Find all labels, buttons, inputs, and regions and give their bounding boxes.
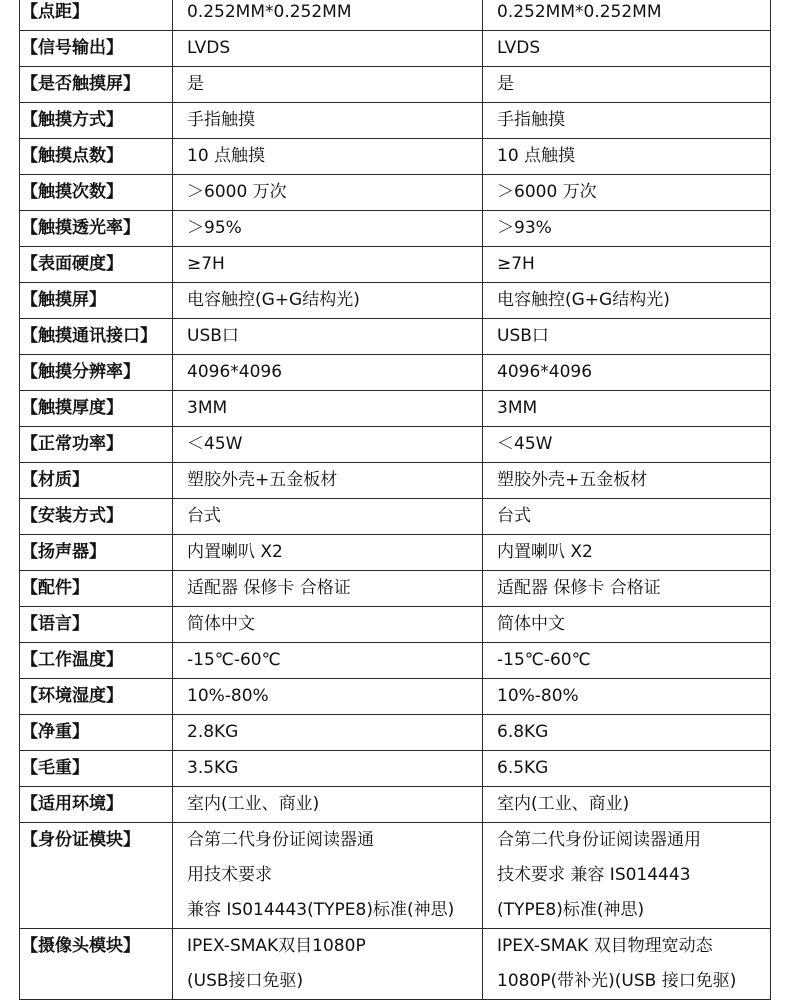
table-row (20, 715, 771, 751)
spec-label-cell: 【安装方式】 (20, 499, 173, 535)
spec-value-cell-model-b: 3MM (483, 391, 771, 427)
table-row (20, 535, 771, 571)
spec-value-cell-model-b: 10 点触摸 (483, 139, 771, 175)
table-row (20, 103, 771, 139)
spec-value-cell-model-a: USB口 (173, 319, 483, 355)
spec-value-cell-model-b: 台式 (483, 499, 771, 535)
table-row (20, 355, 771, 391)
table-row (20, 571, 771, 607)
spec-value-cell-model-b: 简体中文 (483, 607, 771, 643)
spec-value-cell-model-a: ＜45W (173, 427, 483, 463)
spec-label-cell: 【信号输出】 (20, 31, 173, 67)
spec-table (19, 0, 771, 1000)
table-row (20, 283, 771, 319)
spec-value-cell-model-b: 室内(工业、商业) (483, 787, 771, 823)
spec-value-cell-model-a: 3MM (173, 391, 483, 427)
spec-value-cell-model-b: ＞6000 万次 (483, 175, 771, 211)
spec-label-cell: 【语言】 (20, 607, 173, 643)
spec-value-cell-model-a: 室内(工业、商业) (173, 787, 483, 823)
spec-value-cell-model-b: 6.8KG (483, 715, 771, 751)
spec-value-cell-model-b: 10%-80% (483, 679, 771, 715)
table-row (20, 751, 771, 787)
spec-value-cell-model-b: 电容触控(G+G结构光) (483, 283, 771, 319)
table-row (20, 427, 771, 463)
spec-value-cell-model-a: 10 点触摸 (173, 139, 483, 175)
table-row (20, 607, 771, 643)
spec-value-cell-model-b: 塑胶外壳+五金板材 (483, 463, 771, 499)
spec-value-cell-model-b: -15℃-60℃ (483, 643, 771, 679)
spec-label-cell: 【是否触摸屏】 (20, 67, 173, 103)
spec-value-cell-model-b: 手指触摸 (483, 103, 771, 139)
spec-value-cell-model-b: 0.252MM*0.252MM (483, 0, 771, 31)
spec-label-cell: 【身份证模块】 (20, 823, 173, 929)
spec-label-cell: 【触摸厚度】 (20, 391, 173, 427)
spec-label-cell: 【配件】 (20, 571, 173, 607)
spec-label-cell: 【触摸通讯接口】 (20, 319, 173, 355)
spec-value-cell-model-a: 是 (173, 67, 483, 103)
spec-value-cell-model-a: 简体中文 (173, 607, 483, 643)
spec-value-cell-model-b: ＞93% (483, 211, 771, 247)
spec-label-cell: 【正常功率】 (20, 427, 173, 463)
spec-label-cell: 【环境湿度】 (20, 679, 173, 715)
spec-value-cell-model-a: 4096*4096 (173, 355, 483, 391)
spec-value-cell-model-b: 合第二代身份证阅读器通用 技术要求 兼容 IS014443 (TYPE8)标准(神思) (483, 823, 771, 929)
spec-value-cell-model-b: 6.5KG (483, 751, 771, 787)
spec-label-cell: 【点距】 (20, 0, 173, 31)
spec-label-cell: 【扬声器】 (20, 535, 173, 571)
spec-value-cell-model-a: IPEX-SMAK双目1080P (USB接口免驱) (173, 929, 483, 1000)
spec-value-cell-model-a: 台式 (173, 499, 483, 535)
spec-label-cell: 【触摸屏】 (20, 283, 173, 319)
spec-label-cell: 【毛重】 (20, 751, 173, 787)
spec-value-cell-model-b: IPEX-SMAK 双目物理宽动态 1080P(带补光)(USB 接口免驱) (483, 929, 771, 1000)
spec-value-cell-model-b: 内置喇叭 X2 (483, 535, 771, 571)
spec-value-cell-model-a: 手指触摸 (173, 103, 483, 139)
spec-value-cell-model-b: ＜45W (483, 427, 771, 463)
table-row (20, 643, 771, 679)
table-row (20, 139, 771, 175)
spec-value-cell-model-a: 合第二代身份证阅读器通 用技术要求 兼容 IS014443(TYPE8)标准(神思) (173, 823, 483, 929)
spec-value-cell-model-a: 电容触控(G+G结构光) (173, 283, 483, 319)
table-row (20, 247, 771, 283)
spec-value-cell-model-b: 适配器 保修卡 合格证 (483, 571, 771, 607)
spec-value-cell-model-b: ≥7H (483, 247, 771, 283)
spec-label-cell: 【触摸分辨率】 (20, 355, 173, 391)
spec-value-cell-model-a: 内置喇叭 X2 (173, 535, 483, 571)
table-row (20, 175, 771, 211)
spec-value-cell-model-b: USB口 (483, 319, 771, 355)
spec-value-cell-model-a: LVDS (173, 31, 483, 67)
spec-value-cell-model-a: -15℃-60℃ (173, 643, 483, 679)
table-row (20, 787, 771, 823)
spec-value-cell-model-a: ＞6000 万次 (173, 175, 483, 211)
spec-value-cell-model-a: 适配器 保修卡 合格证 (173, 571, 483, 607)
spec-value-cell-model-a: ＞95% (173, 211, 483, 247)
spec-label-cell: 【摄像头模块】 (20, 929, 173, 1000)
spec-value-cell-model-a: 10%-80% (173, 679, 483, 715)
spec-label-cell: 【触摸透光率】 (20, 211, 173, 247)
spec-value-cell-model-b: LVDS (483, 31, 771, 67)
table-row (20, 929, 771, 1000)
spec-label-cell: 【材质】 (20, 463, 173, 499)
table-row (20, 463, 771, 499)
table-row (20, 391, 771, 427)
table-row (20, 211, 771, 247)
spec-value-cell-model-a: 塑胶外壳+五金板材 (173, 463, 483, 499)
spec-label-cell: 【触摸点数】 (20, 139, 173, 175)
table-row (20, 679, 771, 715)
table-row (20, 499, 771, 535)
table-row (20, 823, 771, 929)
spec-label-cell: 【净重】 (20, 715, 173, 751)
table-row (20, 67, 771, 103)
spec-value-cell-model-a: ≥7H (173, 247, 483, 283)
spec-value-cell-model-b: 4096*4096 (483, 355, 771, 391)
spec-label-cell: 【表面硬度】 (20, 247, 173, 283)
table-row (20, 31, 771, 67)
spec-value-cell-model-a: 2.8KG (173, 715, 483, 751)
spec-table-body (20, 0, 771, 1000)
spec-label-cell: 【工作温度】 (20, 643, 173, 679)
spec-label-cell: 【适用环境】 (20, 787, 173, 823)
spec-label-cell: 【触摸方式】 (20, 103, 173, 139)
spec-value-cell-model-a: 0.252MM*0.252MM (173, 0, 483, 31)
table-row (20, 0, 771, 31)
spec-label-cell: 【触摸次数】 (20, 175, 173, 211)
spec-value-cell-model-a: 3.5KG (173, 751, 483, 787)
table-row (20, 319, 771, 355)
spec-value-cell-model-b: 是 (483, 67, 771, 103)
